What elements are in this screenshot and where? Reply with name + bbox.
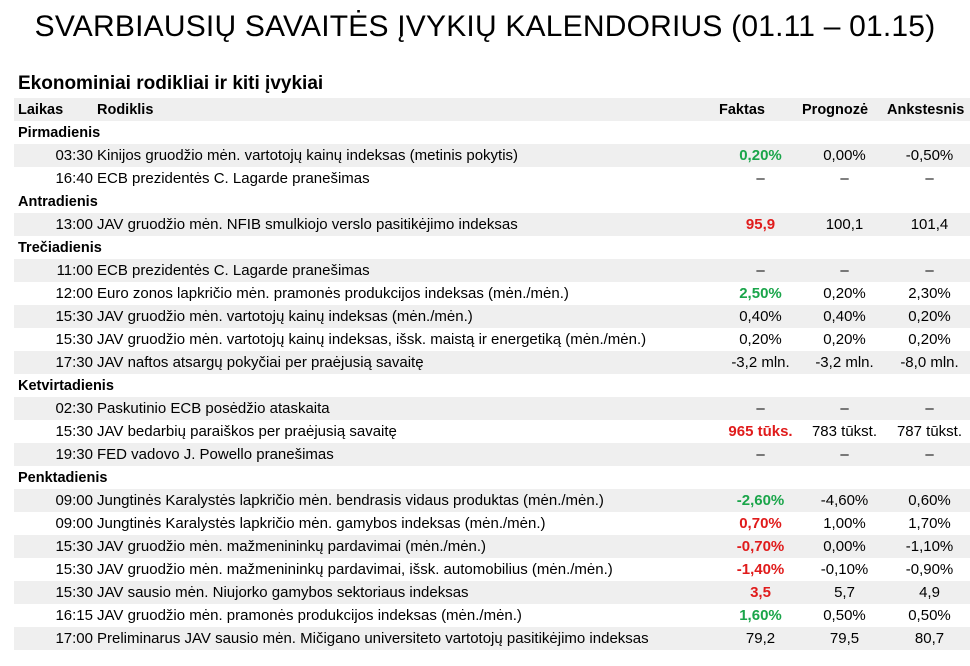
event-forecast: 783 tūkst. bbox=[802, 420, 887, 443]
event-time: 15:30 bbox=[14, 328, 97, 351]
event-indicator: JAV sausio mėn. Niujorko gamybos sektoriaus indeksas bbox=[97, 581, 719, 604]
event-time: 02:30 bbox=[14, 397, 97, 420]
event-previous: 80,7 bbox=[887, 627, 970, 650]
day-name: Trečiadienis bbox=[18, 239, 102, 256]
day-group-row bbox=[14, 121, 970, 144]
table-body bbox=[14, 121, 970, 650]
event-time: 17:00 bbox=[14, 627, 97, 650]
event-previous: 0,60% bbox=[887, 489, 970, 512]
event-time: 15:30 bbox=[14, 305, 97, 328]
event-previous: 101,4 bbox=[887, 213, 970, 236]
event-indicator: JAV bedarbių paraiškos per praėjusią savaitę bbox=[97, 420, 719, 443]
event-forecast: 1,00% bbox=[802, 512, 887, 535]
event-forecast: 100,1 bbox=[802, 213, 887, 236]
event-previous: 0,20% bbox=[887, 305, 970, 328]
event-indicator: JAV gruodžio mėn. vartotojų kainų indeksas, išsk. maistą ir energetiką (mėn./mėn.) bbox=[97, 328, 719, 351]
event-time: 17:30 bbox=[14, 351, 97, 374]
event-row bbox=[14, 535, 970, 558]
table-header-row bbox=[14, 98, 970, 121]
event-actual: – bbox=[719, 397, 802, 420]
event-forecast: 79,5 bbox=[802, 627, 887, 650]
event-indicator: ECB prezidentės C. Lagarde pranešimas bbox=[97, 167, 719, 190]
events-table bbox=[14, 98, 970, 650]
event-indicator: FED vadovo J. Powello pranešimas bbox=[97, 443, 719, 466]
event-previous: – bbox=[887, 397, 970, 420]
event-time: 15:30 bbox=[14, 420, 97, 443]
event-time: 16:15 bbox=[14, 604, 97, 627]
event-row bbox=[14, 558, 970, 581]
event-previous: – bbox=[887, 443, 970, 466]
event-time: 15:30 bbox=[14, 581, 97, 604]
day-group-row bbox=[14, 466, 970, 489]
event-actual: 2,50% bbox=[719, 282, 802, 305]
event-indicator: JAV gruodžio mėn. pramonės produkcijos indeksas (mėn./mėn.) bbox=[97, 604, 719, 627]
event-actual: 1,60% bbox=[719, 604, 802, 627]
event-actual: -0,70% bbox=[719, 535, 802, 558]
event-indicator: JAV gruodžio mėn. vartotojų kainų indeksas (mėn./mėn.) bbox=[97, 305, 719, 328]
event-forecast: 0,20% bbox=[802, 328, 887, 351]
event-previous: -0,90% bbox=[887, 558, 970, 581]
event-previous: 0,50% bbox=[887, 604, 970, 627]
event-time: 09:00 bbox=[14, 489, 97, 512]
day-name: Antradienis bbox=[18, 193, 98, 210]
day-group-row bbox=[14, 236, 970, 259]
event-row bbox=[14, 604, 970, 627]
event-actual: – bbox=[719, 443, 802, 466]
header-time: Laikas bbox=[14, 98, 97, 121]
section-subtitle: Ekonominiai rodikliai ir kiti įvykiai bbox=[18, 73, 324, 94]
event-forecast: -0,10% bbox=[802, 558, 887, 581]
event-actual: 0,70% bbox=[719, 512, 802, 535]
day-group-row bbox=[14, 374, 970, 397]
event-indicator: Jungtinės Karalystės lapkričio mėn. bendrasis vidaus produktas (mėn./mėn.) bbox=[97, 489, 719, 512]
day-name: Pirmadienis bbox=[18, 124, 101, 141]
event-row bbox=[14, 512, 970, 535]
event-row bbox=[14, 581, 970, 604]
event-actual: 0,20% bbox=[719, 328, 802, 351]
event-time: 03:30 bbox=[14, 144, 97, 167]
event-indicator: JAV naftos atsargų pokyčiai per praėjusią savaitę bbox=[97, 351, 719, 374]
event-indicator: Kinijos gruodžio mėn. vartotojų kainų indeksas (metinis pokytis) bbox=[97, 144, 719, 167]
event-row bbox=[14, 443, 970, 466]
event-forecast: – bbox=[802, 443, 887, 466]
event-time: 16:40 bbox=[14, 167, 97, 190]
event-time: 09:00 bbox=[14, 512, 97, 535]
event-previous: -1,10% bbox=[887, 535, 970, 558]
event-time: 11:00 bbox=[14, 259, 97, 282]
event-row bbox=[14, 259, 970, 282]
event-time: 19:30 bbox=[14, 443, 97, 466]
event-forecast: -3,2 mln. bbox=[802, 351, 887, 374]
day-group-row bbox=[14, 190, 970, 213]
event-row bbox=[14, 397, 970, 420]
event-row bbox=[14, 420, 970, 443]
event-previous: – bbox=[887, 167, 970, 190]
event-actual: -3,2 mln. bbox=[719, 351, 802, 374]
header-actual: Faktas bbox=[719, 98, 802, 121]
event-previous: -8,0 mln. bbox=[887, 351, 970, 374]
day-name: Ketvirtadienis bbox=[18, 377, 114, 394]
event-indicator: JAV gruodžio mėn. mažmenininkų pardavimai (mėn./mėn.) bbox=[97, 535, 719, 558]
event-indicator: Euro zonos lapkričio mėn. pramonės produkcijos indeksas (mėn./mėn.) bbox=[97, 282, 719, 305]
event-indicator: Paskutinio ECB posėdžio ataskaita bbox=[97, 397, 719, 420]
event-previous: – bbox=[887, 259, 970, 282]
event-forecast: 0,40% bbox=[802, 305, 887, 328]
event-indicator: JAV gruodžio mėn. mažmenininkų pardavimai, išsk. automobilius (mėn./mėn.) bbox=[97, 558, 719, 581]
event-row bbox=[14, 167, 970, 190]
event-actual: 79,2 bbox=[719, 627, 802, 650]
event-actual: -2,60% bbox=[719, 489, 802, 512]
event-forecast: 0,00% bbox=[802, 535, 887, 558]
event-actual: – bbox=[719, 167, 802, 190]
event-previous: 2,30% bbox=[887, 282, 970, 305]
event-row bbox=[14, 144, 970, 167]
event-row bbox=[14, 328, 970, 351]
event-previous: 1,70% bbox=[887, 512, 970, 535]
event-previous: 0,20% bbox=[887, 328, 970, 351]
day-name: Penktadienis bbox=[18, 469, 108, 486]
header-previous: Ankstesnis bbox=[887, 98, 970, 121]
event-forecast: -4,60% bbox=[802, 489, 887, 512]
event-forecast: 0,20% bbox=[802, 282, 887, 305]
event-row bbox=[14, 305, 970, 328]
page-title: SVARBIAUSIŲ SAVAITĖS ĮVYKIŲ KALENDORIUS (01.11 – 01.15) bbox=[34, 10, 936, 43]
event-row bbox=[14, 627, 970, 650]
event-time: 12:00 bbox=[14, 282, 97, 305]
event-forecast: – bbox=[802, 397, 887, 420]
event-time: 15:30 bbox=[14, 535, 97, 558]
event-actual: 965 tūks. bbox=[719, 420, 802, 443]
header-indicator: Rodiklis bbox=[97, 98, 719, 121]
event-actual: 0,40% bbox=[719, 305, 802, 328]
event-actual: 95,9 bbox=[719, 213, 802, 236]
event-previous: 4,9 bbox=[887, 581, 970, 604]
event-actual: 3,5 bbox=[719, 581, 802, 604]
event-time: 13:00 bbox=[14, 213, 97, 236]
event-forecast: 0,50% bbox=[802, 604, 887, 627]
event-forecast: – bbox=[802, 167, 887, 190]
event-previous: -0,50% bbox=[887, 144, 970, 167]
event-row bbox=[14, 213, 970, 236]
event-forecast: 0,00% bbox=[802, 144, 887, 167]
event-actual: 0,20% bbox=[719, 144, 802, 167]
event-row bbox=[14, 489, 970, 512]
event-actual: – bbox=[719, 259, 802, 282]
event-actual: -1,40% bbox=[719, 558, 802, 581]
header-forecast: Prognozė bbox=[802, 98, 887, 121]
event-time: 15:30 bbox=[14, 558, 97, 581]
event-forecast: 5,7 bbox=[802, 581, 887, 604]
event-indicator: Preliminarus JAV sausio mėn. Mičigano universiteto vartotojų pasitikėjimo indeksas bbox=[97, 627, 719, 650]
event-previous: 787 tūkst. bbox=[887, 420, 970, 443]
event-row bbox=[14, 351, 970, 374]
event-row bbox=[14, 282, 970, 305]
event-forecast: – bbox=[802, 259, 887, 282]
event-indicator: ECB prezidentės C. Lagarde pranešimas bbox=[97, 259, 719, 282]
event-indicator: JAV gruodžio mėn. NFIB smulkiojo verslo pasitikėjimo indeksas bbox=[97, 213, 719, 236]
event-indicator: Jungtinės Karalystės lapkričio mėn. gamybos indeksas (mėn./mėn.) bbox=[97, 512, 719, 535]
